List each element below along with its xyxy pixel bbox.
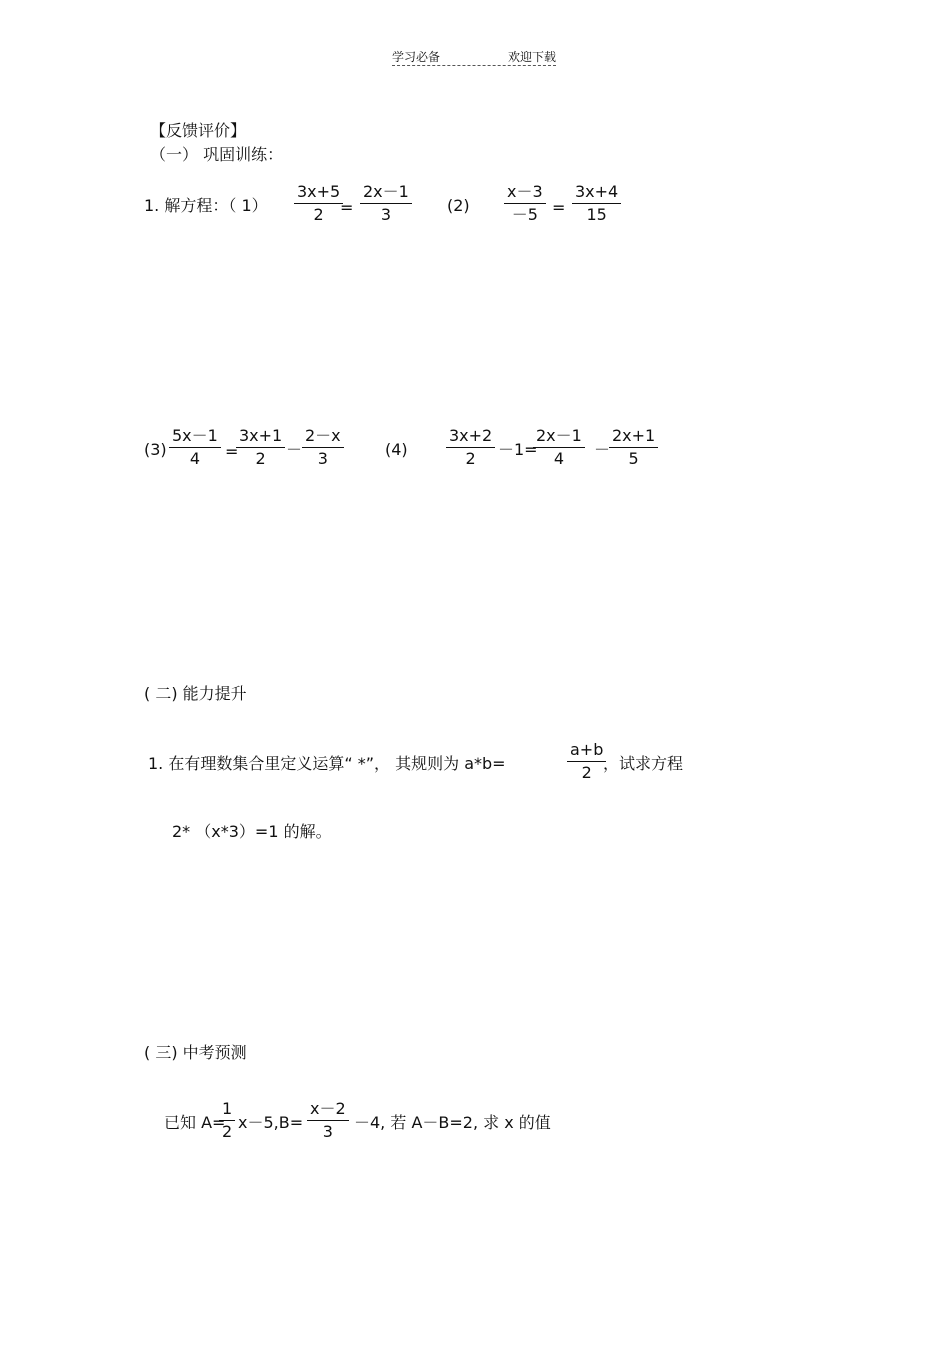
denominator: 2 bbox=[222, 1122, 233, 1141]
equals-sign: = bbox=[340, 198, 354, 217]
section3-title: ( 三) 中考预测 bbox=[144, 1043, 247, 1062]
numerator: 3x+4 bbox=[575, 182, 619, 201]
minus-sign: － bbox=[594, 440, 611, 459]
numerator: 2x－1 bbox=[363, 182, 409, 201]
fraction-bar bbox=[302, 447, 344, 448]
section2-question-suffix: ，试求方程 bbox=[603, 754, 684, 773]
numerator: 3x+2 bbox=[449, 426, 493, 445]
q1-e2-frac-right bbox=[572, 182, 621, 225]
section3-suffix: －4, 若 A－B=2, 求 x 的值 bbox=[354, 1113, 551, 1132]
header-left: 学习必备 bbox=[392, 50, 441, 64]
fraction-bar bbox=[236, 447, 285, 448]
fraction-bar bbox=[294, 203, 343, 204]
denominator: 3 bbox=[317, 449, 328, 468]
numerator: 2x－1 bbox=[536, 426, 582, 445]
numerator: a+b bbox=[570, 740, 604, 759]
section2-rule-fraction bbox=[567, 740, 606, 783]
section2-question-line2: 2* （x*3）=1 的解。 bbox=[172, 822, 332, 841]
section3-prefix: 已知 A= bbox=[164, 1113, 226, 1132]
q1-e4-frac-c bbox=[609, 426, 658, 469]
minus-one-equals: －1= bbox=[498, 440, 538, 459]
fraction-bar bbox=[572, 203, 621, 204]
section3-fraction-half bbox=[219, 1099, 235, 1142]
minus-sign: － bbox=[286, 440, 303, 459]
numerator: 3x+5 bbox=[297, 182, 341, 201]
denominator: 4 bbox=[553, 449, 565, 468]
denominator: －5 bbox=[511, 205, 538, 224]
numerator: 3x+1 bbox=[239, 426, 283, 445]
numerator: 2－x bbox=[305, 426, 341, 445]
q1-e2-frac-left bbox=[504, 182, 546, 225]
header-divider bbox=[392, 65, 556, 66]
q1-e4-frac-a bbox=[446, 426, 495, 469]
feedback-subtitle: （一） 巩固训练： bbox=[150, 145, 284, 164]
denominator: 4 bbox=[189, 449, 201, 468]
header-right: 欢迎下载 bbox=[508, 50, 557, 64]
q1-e3-frac-a bbox=[169, 426, 221, 469]
denominator: 5 bbox=[628, 449, 639, 468]
fraction-bar bbox=[567, 761, 606, 762]
fraction-bar bbox=[609, 447, 658, 448]
numerator: 2x+1 bbox=[612, 426, 656, 445]
q1-e3-frac-b bbox=[236, 426, 285, 469]
fraction-bar bbox=[446, 447, 495, 448]
equals-sign: = bbox=[552, 198, 566, 217]
fraction-bar bbox=[219, 1120, 235, 1121]
section3-fraction-b bbox=[307, 1099, 349, 1142]
q1-e4-frac-b bbox=[533, 426, 585, 469]
numerator: x－2 bbox=[310, 1099, 346, 1118]
denominator: 15 bbox=[586, 205, 607, 224]
denominator: 2 bbox=[255, 449, 266, 468]
fraction-bar bbox=[169, 447, 221, 448]
denominator: 2 bbox=[581, 763, 592, 782]
equals-sign: = bbox=[225, 442, 239, 461]
q1-part2-label: (2) bbox=[447, 196, 470, 215]
fraction-bar bbox=[307, 1120, 349, 1121]
denominator: 3 bbox=[380, 205, 392, 224]
fraction-bar bbox=[504, 203, 546, 204]
q1-part3-label: (3) bbox=[144, 440, 167, 459]
denominator: 2 bbox=[465, 449, 476, 468]
q1-part4-label: (4) bbox=[385, 440, 408, 459]
numerator: 1 bbox=[222, 1099, 233, 1118]
section3-middle: x－5,B= bbox=[238, 1113, 304, 1132]
q1-e1-frac-right bbox=[360, 182, 412, 225]
q1-e1-frac-left bbox=[294, 182, 343, 225]
denominator: 2 bbox=[313, 205, 324, 224]
fraction-bar bbox=[360, 203, 412, 204]
feedback-title: 【反馈评价】 bbox=[150, 121, 247, 140]
section2-question-prefix: 1. 在有理数集合里定义运算“ *”， 其规则为 a*b= bbox=[148, 754, 506, 773]
q1-e3-frac-c bbox=[302, 426, 344, 469]
numerator: x－3 bbox=[507, 182, 543, 201]
denominator: 3 bbox=[322, 1122, 333, 1141]
section2-title: ( 二) 能力提升 bbox=[144, 684, 247, 703]
numerator: 5x－1 bbox=[172, 426, 218, 445]
fraction-bar bbox=[533, 447, 585, 448]
q1-prefix: 1. 解方程：（ 1） bbox=[144, 196, 268, 215]
